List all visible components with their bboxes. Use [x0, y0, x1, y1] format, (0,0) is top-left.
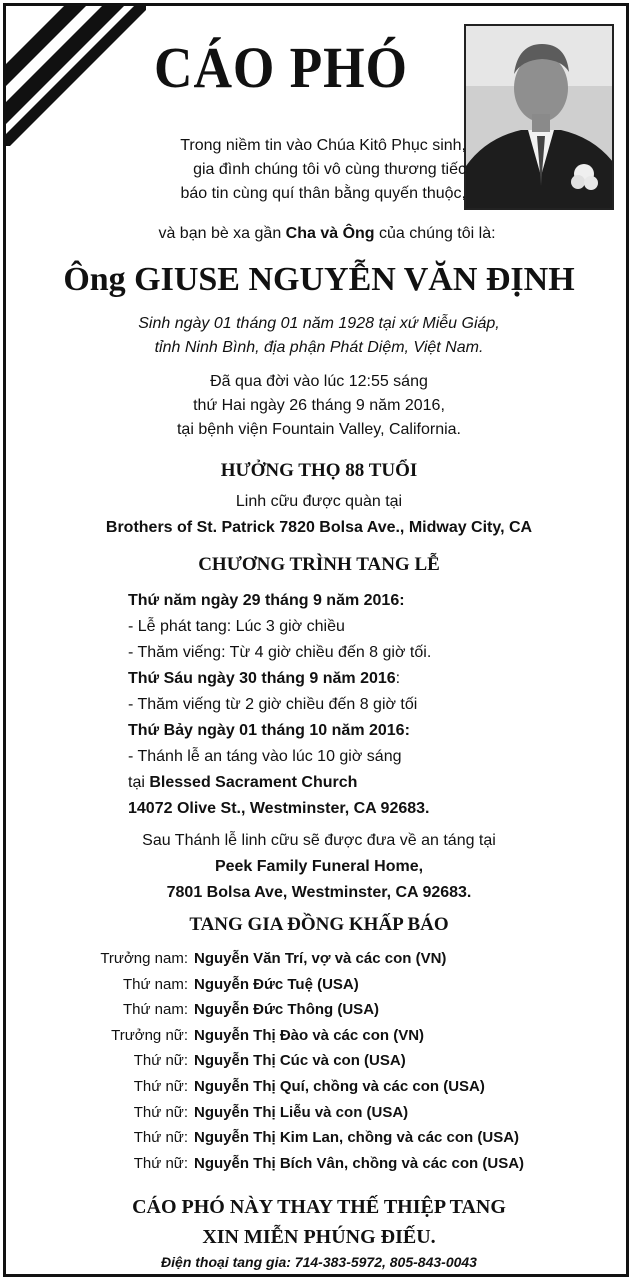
mourning-ribbon-icon	[6, 6, 146, 146]
burial-line: Sau Thánh lễ linh cữu sẽ được đưa về an táng tại	[142, 832, 496, 849]
program-item: - Thánh lễ an táng vào lúc 10 giờ sáng	[128, 748, 402, 765]
relative-role: Thứ nam:	[122, 975, 188, 993]
intro-last-line	[6, 222, 629, 246]
church-line	[128, 770, 568, 796]
relative-name: Nguyễn Thị Liễu và con (USA)	[194, 1103, 409, 1121]
list-item	[6, 1074, 629, 1100]
relative-role: Trưởng nam:	[100, 950, 188, 967]
relative-role: Thứ nữ:	[133, 1154, 188, 1172]
family-heading: TANG GIA ĐỒNG KHẤP BÁO	[189, 914, 449, 935]
program-day-row	[128, 666, 568, 692]
relative-name: Nguyễn Thị Đào và các con (VN)	[194, 1026, 425, 1044]
intro-last-after: của chúng tôi là:	[374, 225, 496, 242]
family-phone: Điện thoại tang gia: 714-383-5972, 805-843-0043	[161, 1254, 477, 1270]
burial-address: 7801 Bolsa Ave, Westminster, CA 92683.	[166, 884, 472, 901]
death-line: thứ Hai ngày 26 tháng 9 năm 2016,	[193, 397, 445, 414]
death-info	[6, 370, 629, 442]
viewing-location: Brothers of St. Patrick 7820 Bolsa Ave., Midway City, CA	[105, 519, 533, 536]
list-item	[6, 1151, 629, 1177]
intro-line: Trong niềm tin vào Chúa Kitô Phục sinh,	[180, 137, 466, 154]
relative-role: Trưởng nữ:	[111, 1026, 188, 1044]
relative-name: Nguyễn Thị Cúc và con (USA)	[194, 1052, 406, 1070]
intro-last-before: và bạn bè xa gần	[158, 225, 286, 242]
burial-home: Peek Family Funeral Home,	[214, 858, 424, 875]
program-day: Thứ Sáu ngày 30 tháng 9 năm 2016	[128, 670, 396, 687]
relative-name: Nguyễn Thị Quí, chồng và các con (USA)	[194, 1077, 485, 1095]
list-item	[6, 1125, 629, 1151]
program-day: Thứ Bảy ngày 01 tháng 10 năm 2016:	[128, 722, 410, 739]
obituary-notice	[3, 3, 629, 1277]
program-day: Thứ năm ngày 29 tháng 9 năm 2016:	[128, 592, 405, 609]
relative-name: Nguyễn Văn Trí, vợ và các con (VN)	[194, 950, 447, 967]
church-name: Blessed Sacrament Church	[149, 774, 358, 791]
death-line: tại bệnh viện Fountain Valley, California.	[176, 421, 461, 438]
intro-text	[76, 134, 466, 206]
program-item: - Lễ phát tang: Lúc 3 giờ chiều	[128, 618, 345, 635]
closing-line: CÁO PHÓ NÀY THAY THẾ THIỆP TANG	[132, 1196, 506, 1218]
portrait-photo-icon	[466, 26, 614, 210]
birth-info	[6, 312, 629, 360]
list-item	[6, 1023, 629, 1049]
program-item: - Thăm viếng từ 2 giờ chiều đến 8 giờ tối	[128, 696, 418, 713]
relative-role: Thứ nữ:	[133, 1052, 188, 1070]
deceased-name: Ông GIUSE NGUYỄN VĂN ĐỊNH	[63, 261, 575, 298]
page-title: CÁO PHÓ	[154, 35, 408, 100]
deceased-portrait	[464, 24, 614, 210]
list-item	[6, 946, 629, 972]
list-item	[6, 972, 629, 998]
program-day-colon: :	[395, 670, 401, 687]
closing-line: XIN MIỄN PHÚNG ĐIẾU.	[202, 1226, 436, 1248]
death-line: Đã qua đời vào lúc 12:55 sáng	[210, 373, 428, 390]
list-item	[6, 1100, 629, 1126]
relative-role: Thứ nữ:	[133, 1103, 188, 1121]
relative-role: Thứ nữ:	[133, 1129, 188, 1147]
viewing-intro: Linh cữu được quàn tại	[235, 493, 403, 510]
intro-line: báo tin cùng quí thân bằng quyến thuộc,	[180, 185, 466, 202]
program-heading: CHƯƠNG TRÌNH TANG LỄ	[198, 554, 440, 575]
relative-name: Nguyễn Thị Kim Lan, chồng và các con (USA)	[194, 1129, 520, 1147]
birth-line: tỉnh Ninh Bình, địa phận Phát Diệm, Việt Nam.	[154, 339, 484, 356]
church-prefix: tại	[128, 774, 150, 791]
birth-line: Sinh ngày 01 tháng 01 năm 1928 tại xứ Miễu Giáp,	[138, 315, 500, 332]
relatives-list	[6, 946, 629, 1176]
relative-name: Nguyễn Đức Thông (USA)	[194, 1001, 380, 1019]
intro-last-bold: Cha và Ông	[285, 225, 375, 242]
relative-name: Nguyễn Thị Bích Vân, chồng và các con (USA)	[194, 1154, 525, 1172]
relative-role: Thứ nữ:	[133, 1077, 188, 1095]
program-item: - Thăm viếng: Từ 4 giờ chiều đến 8 giờ tối.	[128, 644, 432, 661]
list-item	[6, 1048, 629, 1074]
church-address: 14072 Olive St., Westminster, CA 92683.	[128, 800, 430, 817]
age-heading: HƯỞNG THỌ 88 TUỔI	[220, 460, 418, 481]
closing-notice	[6, 1192, 629, 1252]
relative-name: Nguyễn Đức Tuệ (USA)	[194, 975, 359, 993]
relative-role: Thứ nam:	[122, 1001, 188, 1019]
burial-info	[6, 828, 629, 906]
list-item	[6, 997, 629, 1023]
funeral-program	[128, 588, 568, 822]
intro-line: gia đình chúng tôi vô cùng thương tiếc	[193, 161, 466, 178]
